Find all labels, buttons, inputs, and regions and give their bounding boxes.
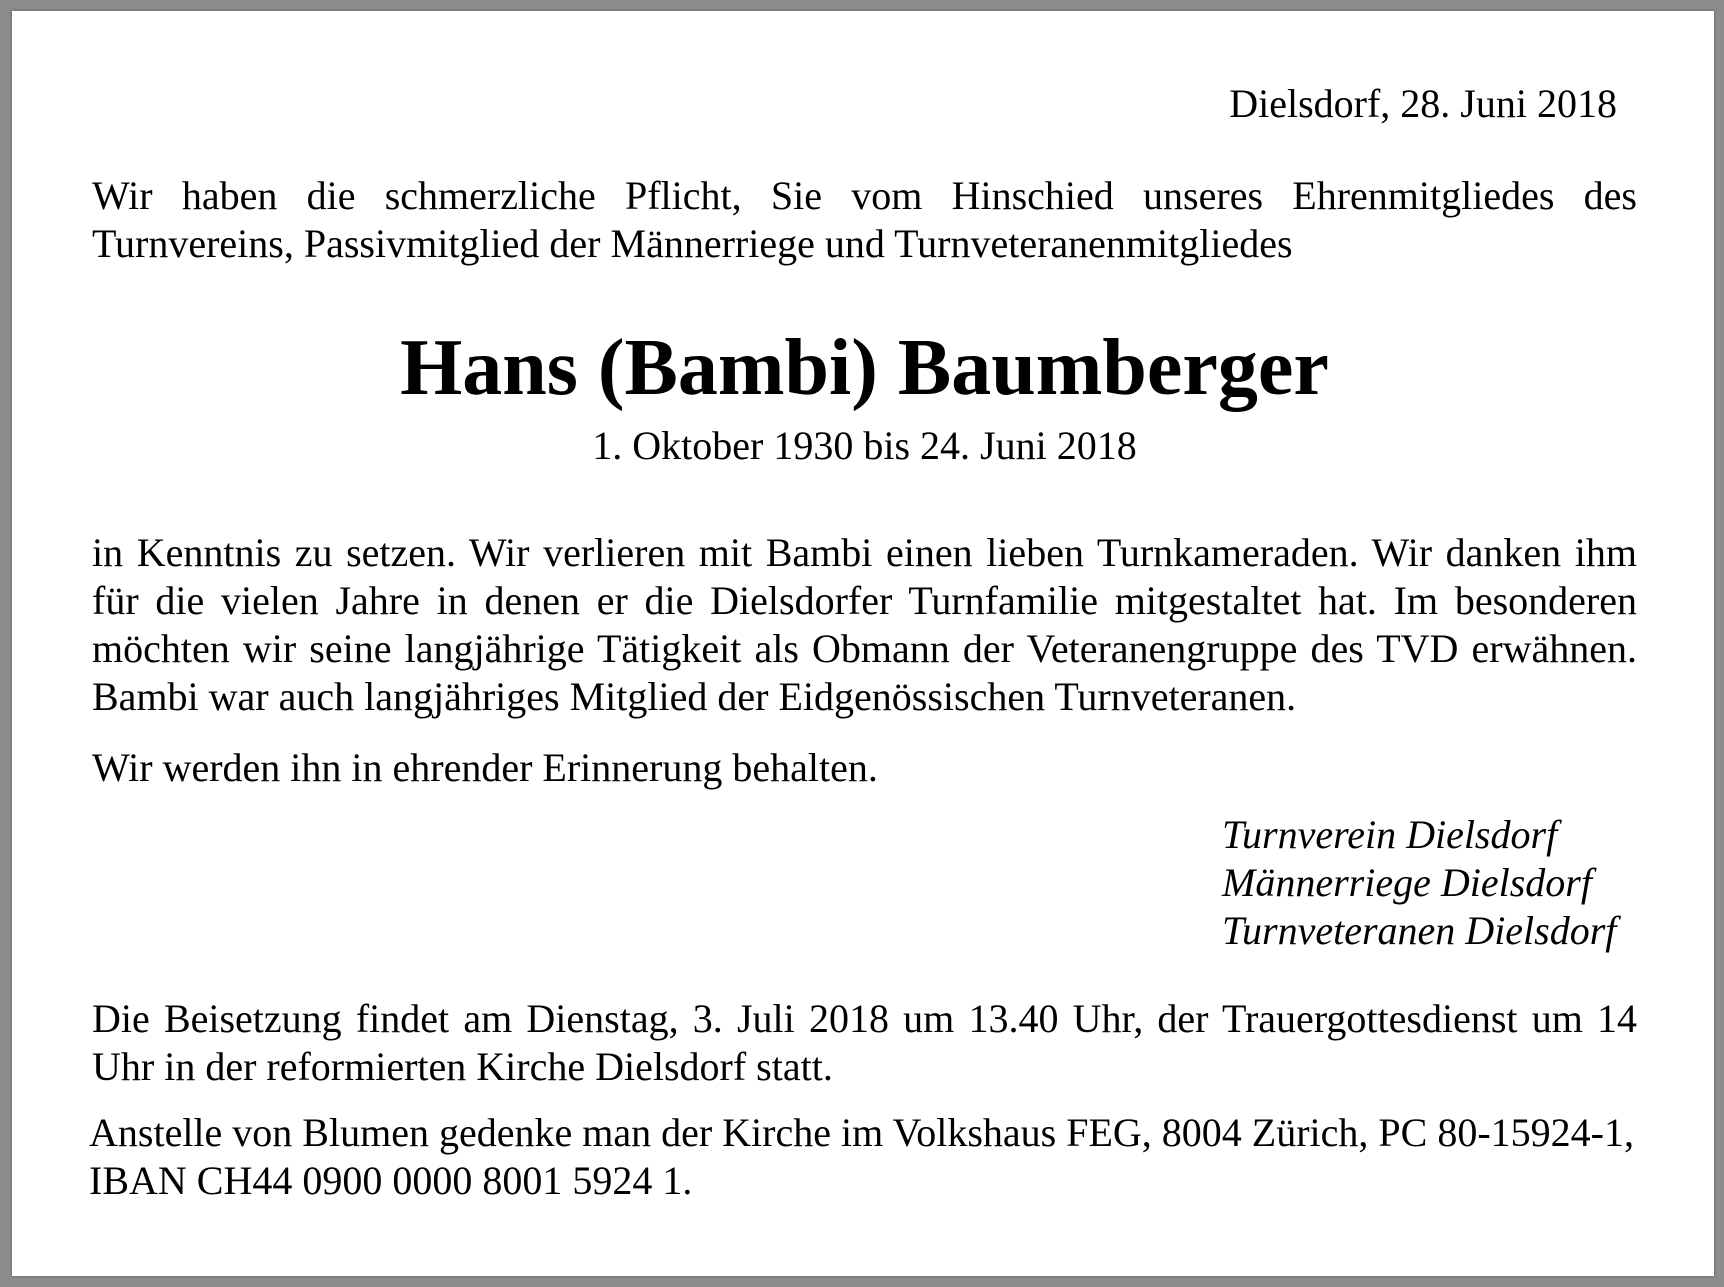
document-page [12,11,1714,1276]
funeral-paragraph: Die Beisetzung findet am Dienstag, 3. Juli 2018 um 13.40 Uhr, der Trauergottesdienst um 14 Uhr in der reformierten Kirche Dielsdorf statt. [92,996,1637,1089]
deceased-name: Hans (Bambi) Baumberger [400,324,1329,412]
lifespan-dates: 1. Oktober 1930 bis 24. Juni 2018 [592,423,1137,468]
remembrance-line: Wir werden ihn in ehrender Erinnerung behalten. [92,745,878,790]
body-paragraph: in Kenntnis zu setzen. Wir verlieren mit Bambi einen lieben Turnkameraden. Wir danken ihm für die vielen Jahre in denen er die Dielsdorfer Turnfamilie mitgestaltet hat. Im besonderen möchten wir seine langjährige Tätigkeit als Obmann der Veteranengruppe des TVD erwähnen. Bambi war auch langjähriges Mitglied der Eidgenössischen Turnveteranen. [92,530,1637,719]
signature-turnverein: Turnverein Dielsdorf [1222,812,1558,857]
donation-paragraph: Anstelle von Blumen gedenke man der Kirche im Volkshaus FEG, 8004 Zürich, PC 80-15924-1, IBAN CH44 0900 0000 8001 5924 1. [89,1110,1634,1203]
signature-block [1222,811,1616,955]
date-line: Dielsdorf, 28. Juni 2018 [1229,81,1617,126]
signature-maennerriege: Männerriege Dielsdorf [1222,860,1592,905]
signature-turnveteranen: Turnveteranen Dielsdorf [1222,908,1617,953]
intro-paragraph: Wir haben die schmerzliche Pflicht, Sie vom Hinschied unseres Ehrenmitgliedes des Turnvereins, Passivmitglied der Männerriege und Turnveteranenmitgliedes [92,173,1637,266]
